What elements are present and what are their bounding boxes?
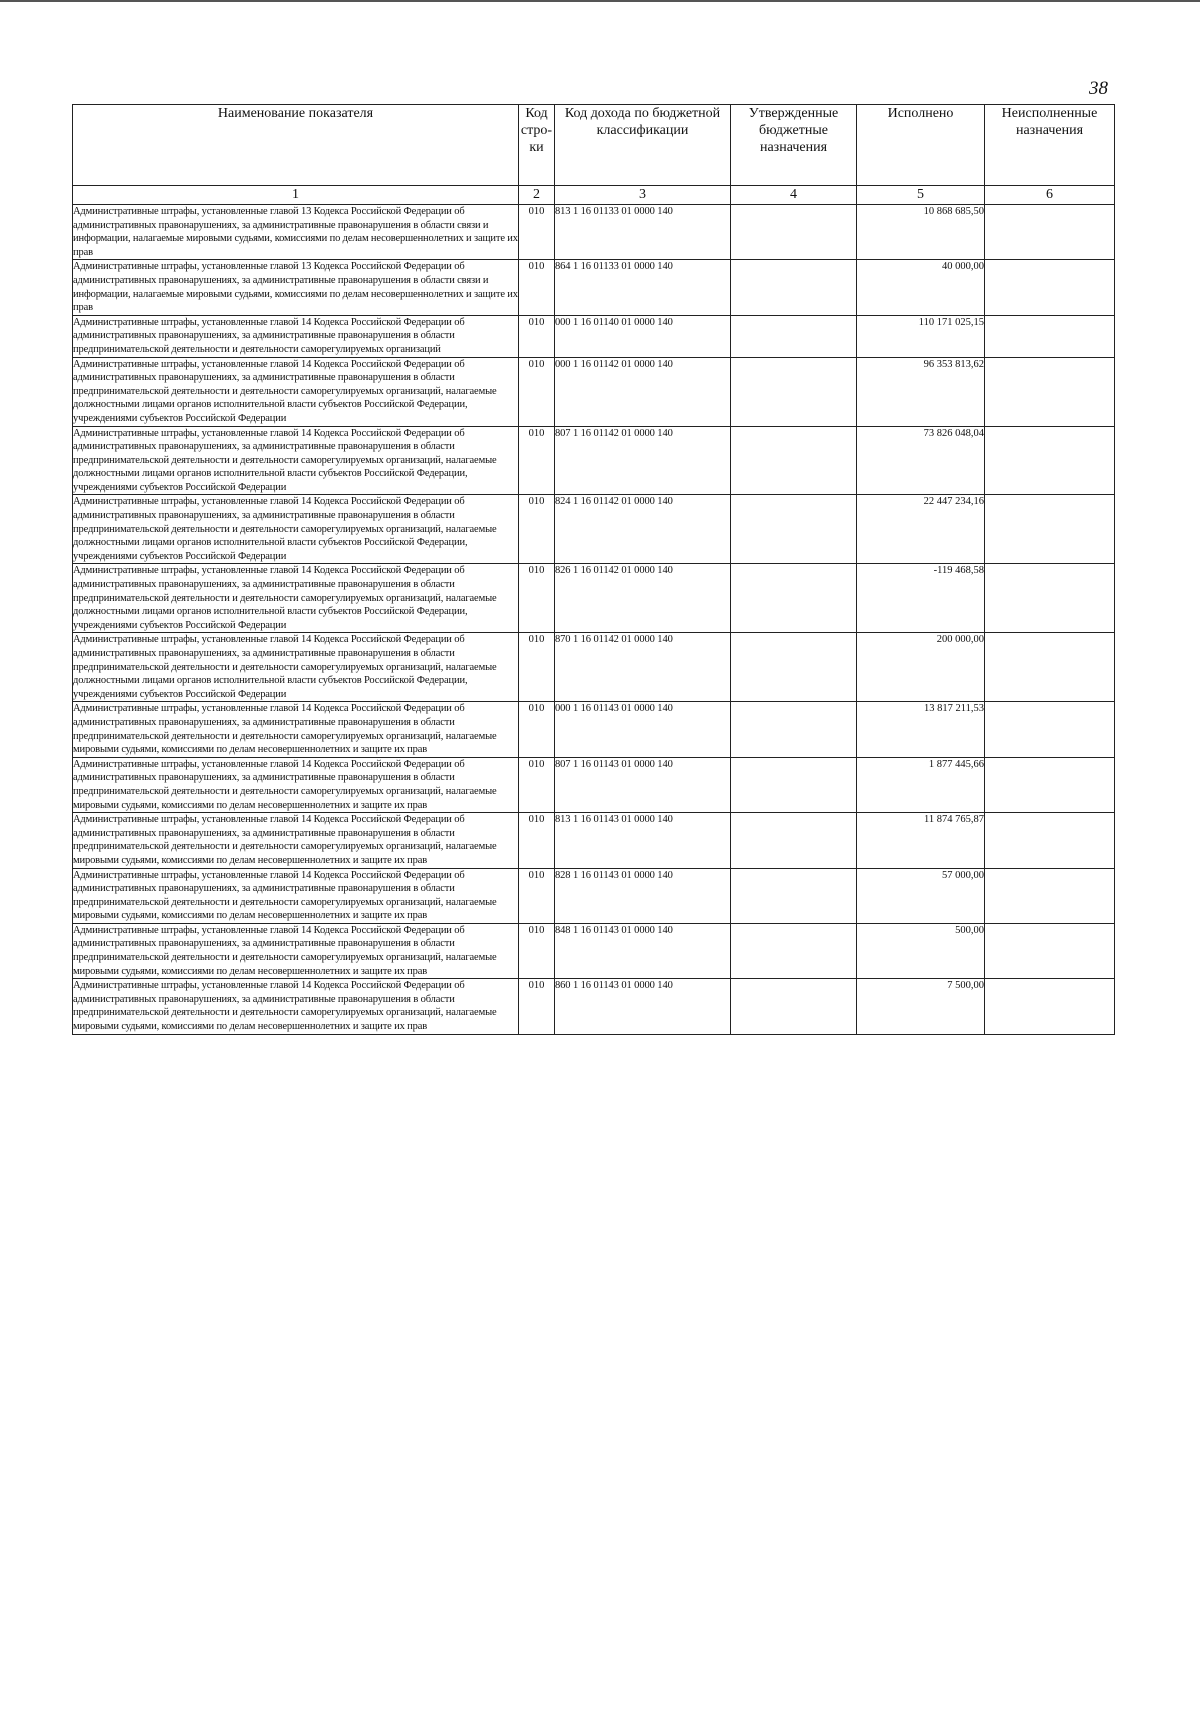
unexecuted-value bbox=[985, 260, 1115, 315]
executed-value: 57 000,00 bbox=[857, 868, 985, 923]
executed-value: 110 171 025,15 bbox=[857, 315, 985, 357]
income-code: 813 1 16 01133 01 0000 140 bbox=[555, 205, 731, 260]
line-code: 010 bbox=[519, 868, 555, 923]
income-code: 870 1 16 01142 01 0000 140 bbox=[555, 633, 731, 702]
unexecuted-value bbox=[985, 633, 1115, 702]
approved-value bbox=[731, 315, 857, 357]
page-number: 38 bbox=[1089, 78, 1108, 99]
approved-value bbox=[731, 357, 857, 426]
header-approved: Утвержденные бюджетные назначения bbox=[731, 105, 857, 186]
column-number: 5 bbox=[857, 186, 985, 205]
income-code: 000 1 16 01140 01 0000 140 bbox=[555, 315, 731, 357]
executed-value: 7 500,00 bbox=[857, 979, 985, 1034]
table-row bbox=[73, 357, 1115, 426]
table-row bbox=[73, 564, 1115, 633]
income-code: 860 1 16 01143 01 0000 140 bbox=[555, 979, 731, 1034]
line-code: 010 bbox=[519, 757, 555, 812]
column-number: 4 bbox=[731, 186, 857, 205]
table-row bbox=[73, 260, 1115, 315]
indicator-name: Административные штрафы, установленные главой 14 Кодекса Российской Федерации об административных правонарушениях, за административные правонарушения в области предпринимательской деятельности и деятельности саморегулируемых организаций, налагаемые мировыми судьями, комиссиями по делам несовершеннолетних и защите их прав bbox=[73, 757, 519, 812]
income-code: 000 1 16 01143 01 0000 140 bbox=[555, 702, 731, 757]
approved-value bbox=[731, 979, 857, 1034]
unexecuted-value bbox=[985, 702, 1115, 757]
unexecuted-value bbox=[985, 495, 1115, 564]
table-row bbox=[73, 868, 1115, 923]
executed-value: 96 353 813,62 bbox=[857, 357, 985, 426]
income-code: 000 1 16 01142 01 0000 140 bbox=[555, 357, 731, 426]
column-number: 1 bbox=[73, 186, 519, 205]
indicator-name: Административные штрафы, установленные главой 14 Кодекса Российской Федерации об административных правонарушениях, за административные правонарушения в области предпринимательской деятельности и деятельности саморегулируемых организаций, налагаемые должностными лицами органов исполнительной власти субъектов Российской Федерации, учреждениями субъектов Российской Федерации bbox=[73, 633, 519, 702]
scan-top-rule bbox=[0, 0, 1200, 6]
line-code: 010 bbox=[519, 205, 555, 260]
indicator-name: Административные штрафы, установленные главой 14 Кодекса Российской Федерации об административных правонарушениях, за административные правонарушения в области предпринимательской деятельности и деятельности саморегулируемых организаций, налагаемые должностными лицами органов исполнительной власти субъектов Российской Федерации, учреждениями субъектов Российской Федерации bbox=[73, 426, 519, 495]
line-code: 010 bbox=[519, 702, 555, 757]
income-code: 813 1 16 01143 01 0000 140 bbox=[555, 813, 731, 868]
indicator-name: Административные штрафы, установленные главой 14 Кодекса Российской Федерации об административных правонарушениях, за административные правонарушения в области предпринимательской деятельности и деятельности саморегулируемых организаций, налагаемые должностными лицами органов исполнительной власти субъектов Российской Федерации, учреждениями субъектов Российской Федерации bbox=[73, 564, 519, 633]
unexecuted-value bbox=[985, 868, 1115, 923]
table-row bbox=[73, 315, 1115, 357]
header-line-code: Код стро- ки bbox=[519, 105, 555, 186]
indicator-name: Административные штрафы, установленные главой 14 Кодекса Российской Федерации об административных правонарушениях, за административные правонарушения в области предпринимательской деятельности и деятельности саморегулируемых организаций bbox=[73, 315, 519, 357]
executed-value: -119 468,58 bbox=[857, 564, 985, 633]
table-row bbox=[73, 757, 1115, 812]
line-code: 010 bbox=[519, 979, 555, 1034]
indicator-name: Административные штрафы, установленные главой 14 Кодекса Российской Федерации об административных правонарушениях, за административные правонарушения в области предпринимательской деятельности и деятельности саморегулируемых организаций, налагаемые мировыми судьями, комиссиями по делам несовершеннолетних и защите их прав bbox=[73, 702, 519, 757]
header-executed: Исполнено bbox=[857, 105, 985, 186]
executed-value: 1 877 445,66 bbox=[857, 757, 985, 812]
executed-value: 13 817 211,53 bbox=[857, 702, 985, 757]
executed-value: 10 868 685,50 bbox=[857, 205, 985, 260]
executed-value: 500,00 bbox=[857, 923, 985, 978]
column-number: 3 bbox=[555, 186, 731, 205]
indicator-name: Административные штрафы, установленные главой 13 Кодекса Российской Федерации об административных правонарушениях, за административные правонарушения в области связи и информации, налагаемые мировыми судьями, комиссиями по делам несовершеннолетних и защите их прав bbox=[73, 205, 519, 260]
header-income-code: Код дохода по бюджетной классификации bbox=[555, 105, 731, 186]
approved-value bbox=[731, 633, 857, 702]
income-code: 807 1 16 01142 01 0000 140 bbox=[555, 426, 731, 495]
indicator-name: Административные штрафы, установленные главой 14 Кодекса Российской Федерации об административных правонарушениях, за административные правонарушения в области предпринимательской деятельности и деятельности саморегулируемых организаций, налагаемые мировыми судьями, комиссиями по делам несовершеннолетних и защите их прав bbox=[73, 813, 519, 868]
unexecuted-value bbox=[985, 564, 1115, 633]
unexecuted-value bbox=[985, 426, 1115, 495]
line-code: 010 bbox=[519, 426, 555, 495]
approved-value bbox=[731, 813, 857, 868]
income-code: 848 1 16 01143 01 0000 140 bbox=[555, 923, 731, 978]
executed-value: 200 000,00 bbox=[857, 633, 985, 702]
executed-value: 22 447 234,16 bbox=[857, 495, 985, 564]
column-number: 2 bbox=[519, 186, 555, 205]
budget-report-table bbox=[72, 104, 1115, 1035]
approved-value bbox=[731, 205, 857, 260]
indicator-name: Административные штрафы, установленные главой 14 Кодекса Российской Федерации об административных правонарушениях, за административные правонарушения в области предпринимательской деятельности и деятельности саморегулируемых организаций, налагаемые мировыми судьями, комиссиями по делам несовершеннолетних и защите их прав bbox=[73, 923, 519, 978]
line-code: 010 bbox=[519, 357, 555, 426]
line-code: 010 bbox=[519, 633, 555, 702]
table-row bbox=[73, 495, 1115, 564]
table-row bbox=[73, 813, 1115, 868]
approved-value bbox=[731, 757, 857, 812]
table-row bbox=[73, 633, 1115, 702]
line-code: 010 bbox=[519, 260, 555, 315]
approved-value bbox=[731, 923, 857, 978]
income-code: 807 1 16 01143 01 0000 140 bbox=[555, 757, 731, 812]
unexecuted-value bbox=[985, 923, 1115, 978]
header-indicator-name: Наименование показателя bbox=[73, 105, 519, 186]
unexecuted-value bbox=[985, 205, 1115, 260]
table-body bbox=[73, 205, 1115, 1035]
table-row bbox=[73, 979, 1115, 1034]
approved-value bbox=[731, 426, 857, 495]
executed-value: 73 826 048,04 bbox=[857, 426, 985, 495]
line-code: 010 bbox=[519, 923, 555, 978]
column-number-row bbox=[73, 186, 1115, 205]
unexecuted-value bbox=[985, 979, 1115, 1034]
unexecuted-value bbox=[985, 315, 1115, 357]
income-code: 824 1 16 01142 01 0000 140 bbox=[555, 495, 731, 564]
table-row bbox=[73, 205, 1115, 260]
line-code: 010 bbox=[519, 813, 555, 868]
executed-value: 40 000,00 bbox=[857, 260, 985, 315]
line-code: 010 bbox=[519, 315, 555, 357]
indicator-name: Административные штрафы, установленные главой 14 Кодекса Российской Федерации об административных правонарушениях, за административные правонарушения в области предпринимательской деятельности и деятельности саморегулируемых организаций, налагаемые мировыми судьями, комиссиями по делам несовершеннолетних и защите их прав bbox=[73, 868, 519, 923]
line-code: 010 bbox=[519, 495, 555, 564]
approved-value bbox=[731, 868, 857, 923]
unexecuted-value bbox=[985, 357, 1115, 426]
table-row bbox=[73, 702, 1115, 757]
approved-value bbox=[731, 564, 857, 633]
indicator-name: Административные штрафы, установленные главой 13 Кодекса Российской Федерации об административных правонарушениях, за административные правонарушения в области связи и информации, налагаемые мировыми судьями, комиссиями по делам несовершеннолетних и защите их прав bbox=[73, 260, 519, 315]
line-code: 010 bbox=[519, 564, 555, 633]
indicator-name: Административные штрафы, установленные главой 14 Кодекса Российской Федерации об административных правонарушениях, за административные правонарушения в области предпринимательской деятельности и деятельности саморегулируемых организаций, налагаемые мировыми судьями, комиссиями по делам несовершеннолетних и защите их прав bbox=[73, 979, 519, 1034]
table-header-row bbox=[73, 105, 1115, 186]
approved-value bbox=[731, 702, 857, 757]
column-number: 6 bbox=[985, 186, 1115, 205]
indicator-name: Административные штрафы, установленные главой 14 Кодекса Российской Федерации об административных правонарушениях, за административные правонарушения в области предпринимательской деятельности и деятельности саморегулируемых организаций, налагаемые должностными лицами органов исполнительной власти субъектов Российской Федерации, учреждениями субъектов Российской Федерации bbox=[73, 357, 519, 426]
table-row bbox=[73, 426, 1115, 495]
income-code: 828 1 16 01143 01 0000 140 bbox=[555, 868, 731, 923]
approved-value bbox=[731, 260, 857, 315]
income-code: 826 1 16 01142 01 0000 140 bbox=[555, 564, 731, 633]
income-code: 864 1 16 01133 01 0000 140 bbox=[555, 260, 731, 315]
unexecuted-value bbox=[985, 813, 1115, 868]
header-unexecuted: Неисполненные назначения bbox=[985, 105, 1115, 186]
indicator-name: Административные штрафы, установленные главой 14 Кодекса Российской Федерации об административных правонарушениях, за административные правонарушения в области предпринимательской деятельности и деятельности саморегулируемых организаций, налагаемые должностными лицами органов исполнительной власти субъектов Российской Федерации, учреждениями субъектов Российской Федерации bbox=[73, 495, 519, 564]
approved-value bbox=[731, 495, 857, 564]
unexecuted-value bbox=[985, 757, 1115, 812]
executed-value: 11 874 765,87 bbox=[857, 813, 985, 868]
table-row bbox=[73, 923, 1115, 978]
